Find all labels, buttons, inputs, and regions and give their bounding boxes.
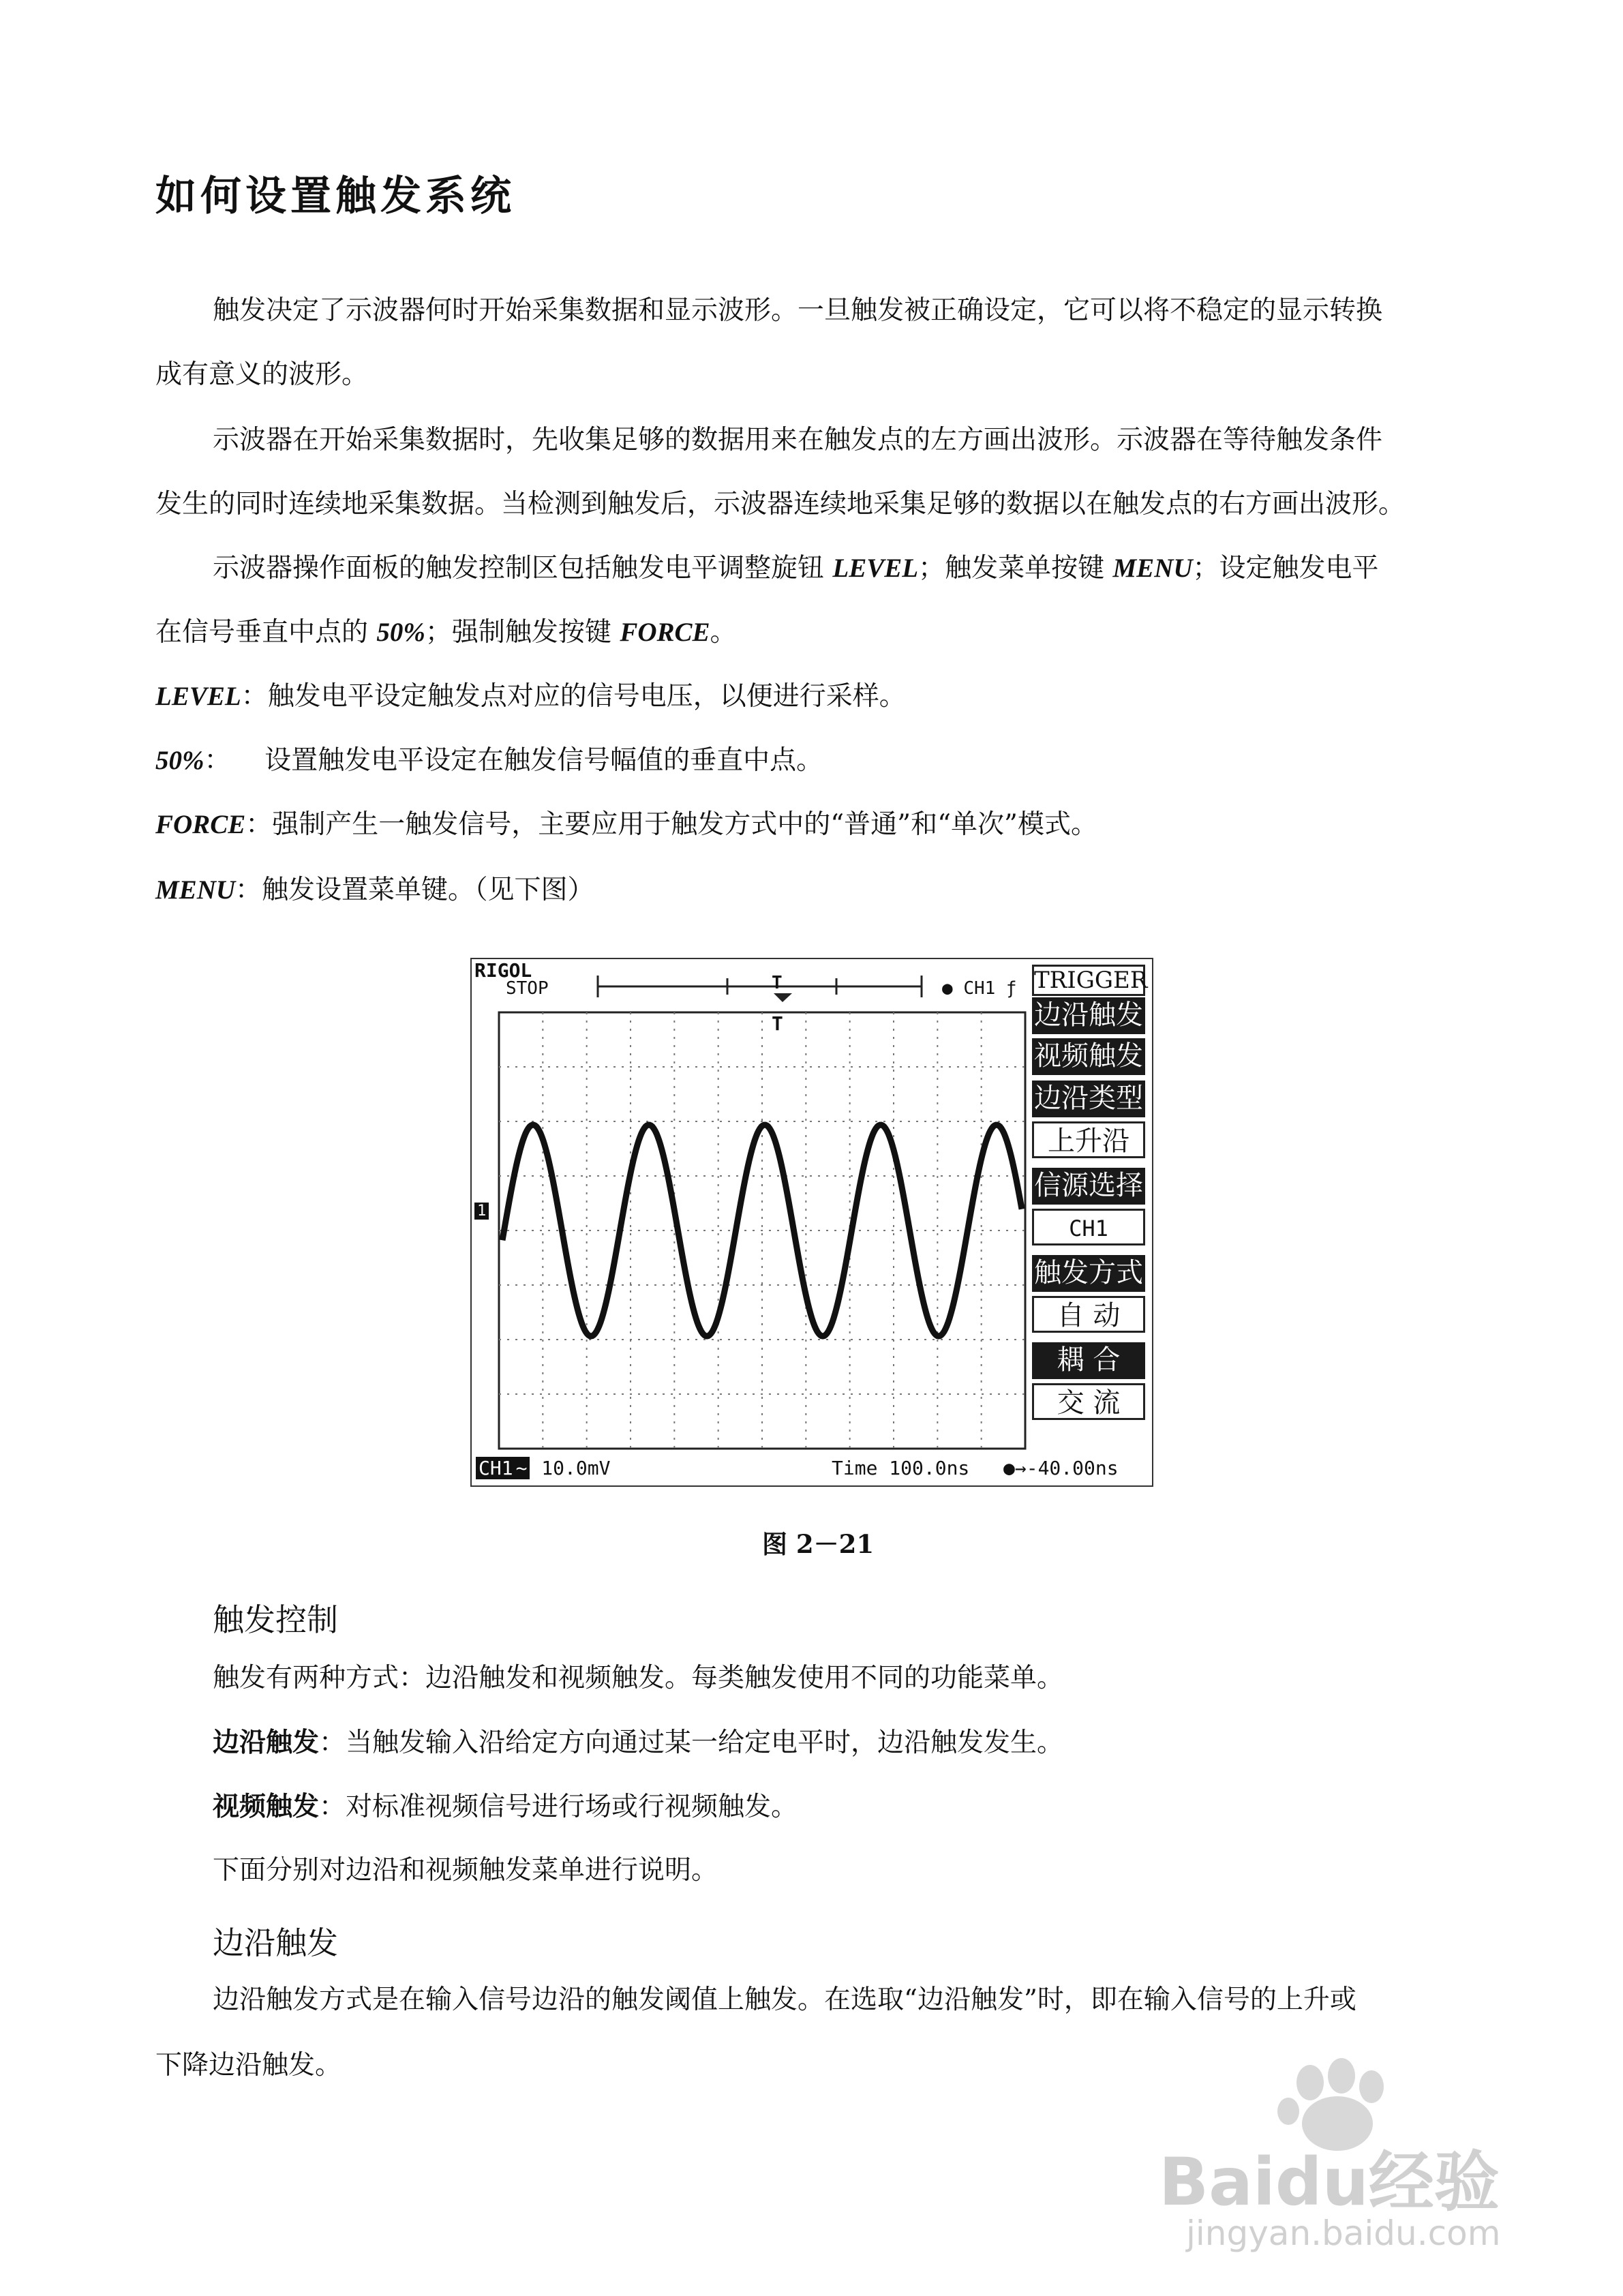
- section2-line-2: 下降边沿触发。: [155, 2050, 342, 2081]
- p3-text-b: ；触发菜单按键: [918, 553, 1113, 584]
- menu-edge-type-value[interactable]: 上升沿: [1032, 1121, 1145, 1158]
- definition-term: 50%: [155, 746, 204, 775]
- definition-text: ：强制产生一触发信号，主要应用于触发方式中的“普通”和“单次”模式。: [245, 809, 1097, 840]
- definition-level: [155, 680, 906, 713]
- baidu-watermark: [1159, 2055, 1568, 2260]
- scope-grid: [499, 1012, 1025, 1449]
- menu-video-trigger[interactable]: 视频触发: [1032, 1038, 1145, 1075]
- figure-caption: 图 2－21: [762, 1529, 875, 1559]
- scope-brand: RIGOL: [474, 959, 532, 982]
- definition-force: [155, 809, 1097, 841]
- section1-video-line: [213, 1790, 798, 1824]
- menu-edge-type[interactable]: 边沿类型: [1032, 1081, 1145, 1117]
- p3-text-d: 在信号垂直中点的: [155, 617, 377, 648]
- definition-text: ： 设置触发电平设定在触发信号幅值的垂直中点。: [204, 745, 823, 776]
- bottom-status-bar: [476, 1457, 610, 1479]
- trigger-offset: ●→-40.00ns: [1003, 1457, 1119, 1479]
- term-force: FORCE: [620, 618, 710, 647]
- section2-line-1: 边沿触发方式是在输入信号边沿的触发阈值上触发。在选取“边沿触发”时，即在输入信号的上升或: [213, 1984, 1356, 2015]
- paragraph-1-line-1: 触发决定了示波器何时开始采集数据和显示波形。一旦触发被正确设定，它可以将不稳定的显示转换: [213, 295, 1383, 326]
- video-text: ：对标准视频信号进行场或行视频触发。: [319, 1792, 798, 1822]
- menu-coupling-value[interactable]: 交 流: [1032, 1383, 1145, 1420]
- paragraph-2-line-2: 发生的同时连续地采集数据。当检测到触发后，示波器连续地采集足够的数据以在触发点的右方画出波形。: [155, 489, 1406, 519]
- menu-trigger-mode-value[interactable]: 自 动: [1032, 1296, 1145, 1333]
- definition-text: ：触发电平设定触发点对应的信号电压，以便进行采样。: [241, 681, 906, 712]
- paragraph-1-line-2: 成有意义的波形。: [155, 359, 369, 390]
- p3-text-f: 。: [710, 617, 737, 648]
- watermark-url: jingyan.baidu.com: [1186, 2214, 1501, 2253]
- menu-trigger-title[interactable]: TRIGGER: [1032, 965, 1145, 996]
- channel-1-marker: 1: [474, 1203, 489, 1220]
- definition-menu: [155, 874, 594, 907]
- channel-badge: CH1: [476, 1457, 516, 1479]
- menu-source-select[interactable]: 信源选择: [1032, 1168, 1145, 1205]
- time-div: Time 100.0ns: [832, 1457, 970, 1479]
- video-label: 视频触发: [213, 1791, 320, 1822]
- volts-div: 10.0mV: [541, 1457, 611, 1479]
- menu-source-value[interactable]: CH1: [1032, 1209, 1145, 1245]
- menu-trigger-mode[interactable]: 触发方式: [1032, 1255, 1145, 1292]
- section1-line-1: 触发有两种方式：边沿触发和视频触发。每类触发使用不同的功能菜单。: [213, 1663, 1064, 1693]
- p3-text-c: ；设定触发电平: [1192, 553, 1379, 584]
- edge-text: ：当触发输入沿给定方向通过某一给定电平时，边沿触发发生。: [319, 1727, 1064, 1758]
- trigger-offset-value: -40.00ns: [1026, 1457, 1119, 1479]
- definition-term: MENU: [155, 875, 236, 905]
- paragraph-3-line-2: [155, 616, 737, 649]
- trigger-source-label: ● CH1 ƒ: [942, 978, 1017, 999]
- scope-status: STOP: [506, 978, 549, 999]
- paragraph-2-line-1: 示波器在开始采集数据时，先收集足够的数据用来在触发点的左方画出波形。示波器在等待触发条件: [213, 425, 1383, 455]
- edge-label: 边沿触发: [213, 1727, 320, 1758]
- page-title: 如何设置触发系统: [155, 172, 515, 220]
- term-50: 50%: [376, 618, 425, 647]
- menu-coupling[interactable]: 耦 合: [1032, 1342, 1145, 1379]
- section1-edge-line: [213, 1726, 1063, 1759]
- definition-text: ：触发设置菜单键。（见下图）: [235, 875, 594, 905]
- p3-text-a: 示波器操作面板的触发控制区包括触发电平调整旋钮: [213, 553, 833, 584]
- definition-50: [155, 744, 823, 777]
- coupling-icon: ~: [516, 1457, 530, 1479]
- trigger-source: CH1: [963, 978, 996, 999]
- trigger-t-icon: T: [772, 1012, 783, 1035]
- definition-term: FORCE: [155, 810, 246, 839]
- section1-line-4: 下面分别对边沿和视频触发菜单进行说明。: [213, 1855, 718, 1886]
- menu-edge-trigger[interactable]: 边沿触发: [1032, 997, 1145, 1034]
- section-heading-trigger-control: 触发控制: [213, 1601, 338, 1638]
- trigger-position-marker: T: [772, 973, 783, 993]
- term-menu: MENU: [1112, 554, 1193, 583]
- term-level: LEVEL: [832, 554, 919, 583]
- definition-term: LEVEL: [155, 682, 241, 711]
- p3-text-e: ；强制触发按键: [425, 617, 620, 648]
- oscilloscope-screen: [470, 958, 1153, 1487]
- paragraph-3-line-1: [213, 552, 1379, 585]
- watermark-brand: Baidu经验: [1159, 2144, 1500, 2220]
- section-heading-edge-trigger: 边沿触发: [213, 1924, 338, 1961]
